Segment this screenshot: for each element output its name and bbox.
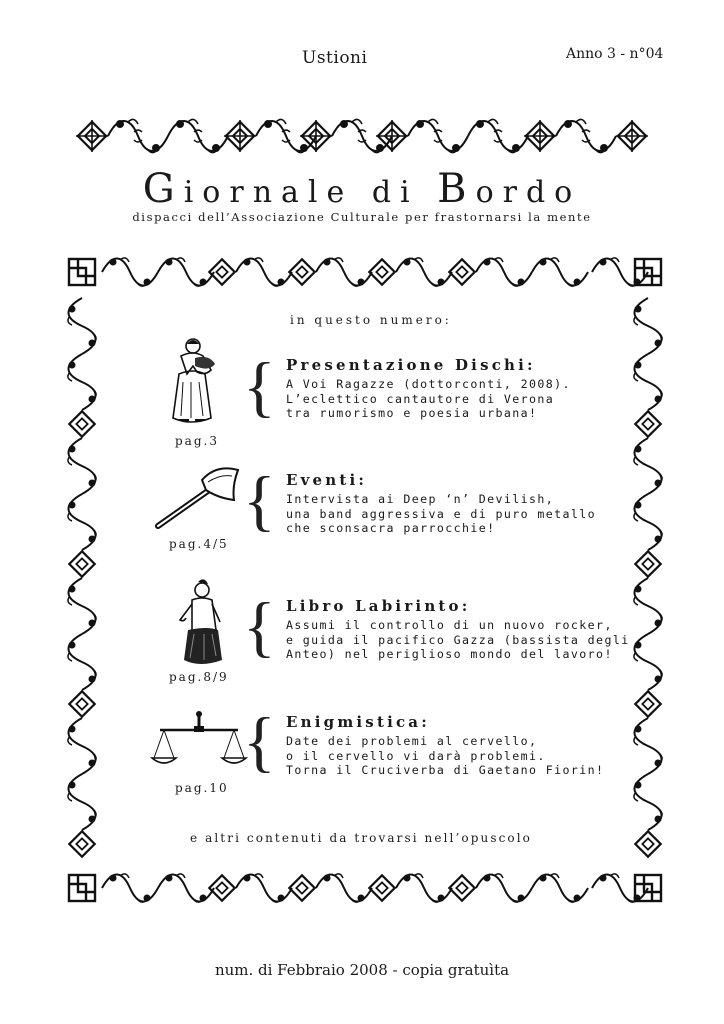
brace: {: [243, 462, 276, 538]
section-line: Torna il Cruciverba di Gaetano Fiorin!: [286, 763, 605, 777]
page-ref-eventi: pag.4/5: [169, 537, 229, 551]
issue-number: Anno 3 - n°04: [566, 46, 664, 62]
section-title: Enigmistica:: [286, 713, 430, 731]
kneeling-figure-icon: [172, 578, 226, 670]
section-line: L’eclettico cantautore di Verona: [286, 391, 555, 406]
contents-frame: [62, 250, 668, 910]
top-ornament-band: [70, 112, 655, 160]
section-line: Date dei problemi al cervello,: [286, 734, 538, 748]
section-line: Intervista ai Deep ‘n’ Devilish,: [286, 492, 555, 506]
section-line: Anteo) nel periglioso mondo del lavoro!: [286, 647, 613, 661]
brace: {: [243, 703, 276, 779]
section-line: e guida il pacifico Gazza (bassista degli: [286, 632, 630, 647]
section-title: Presentazione Dischi:: [286, 356, 536, 374]
section-line: tra rumorismo e poesia urbana!: [286, 406, 538, 420]
brace: {: [243, 588, 276, 664]
page-ref-dischi: pag.3: [175, 434, 219, 448]
section-libro-labirinto: [286, 596, 630, 662]
section-presentazione-dischi: [286, 355, 571, 421]
section-title: Libro Labirinto:: [286, 597, 471, 615]
section-line: una band aggressiva e di puro metallo: [286, 506, 597, 521]
brace: {: [243, 348, 276, 424]
page-ref-enigmistica: pag.10: [175, 781, 229, 795]
section-line: che sconsacra parrocchie!: [286, 521, 496, 535]
title-word-2: di: [371, 175, 419, 210]
title-cap-g: G: [142, 166, 184, 212]
page-title: [0, 166, 724, 212]
page-ref-libro: pag.8/9: [169, 670, 229, 684]
section-line: o il cervello vi darà problemi.: [286, 748, 546, 763]
scales-icon: [150, 708, 248, 780]
footer-note: num. di Febbraio 2008 - copia gratuìta: [214, 961, 510, 979]
section-line: A Voi Ragazze (dottorconti, 2008).: [286, 377, 571, 391]
section-eventi: [286, 470, 596, 536]
contents-intro: in questo numero:: [290, 313, 452, 327]
title-cap-b: B: [437, 166, 476, 212]
masthead-logo: Ustioni: [302, 48, 368, 68]
axe-icon: [152, 466, 244, 532]
contents-outro: e altri contenuti da trovarsi nell’opuscolo: [190, 831, 532, 845]
section-line: Assumi il controllo di un nuovo rocker,: [286, 618, 613, 632]
section-enigmistica: [286, 712, 604, 778]
woman-figure-icon: [165, 336, 219, 428]
section-title: Eventi:: [286, 471, 368, 489]
title-word-1: iornale: [183, 175, 354, 210]
title-word-3: ordo: [475, 175, 582, 210]
page-subtitle: dispacci dell’Associazione Culturale per frastornarsi la mente: [132, 210, 592, 224]
